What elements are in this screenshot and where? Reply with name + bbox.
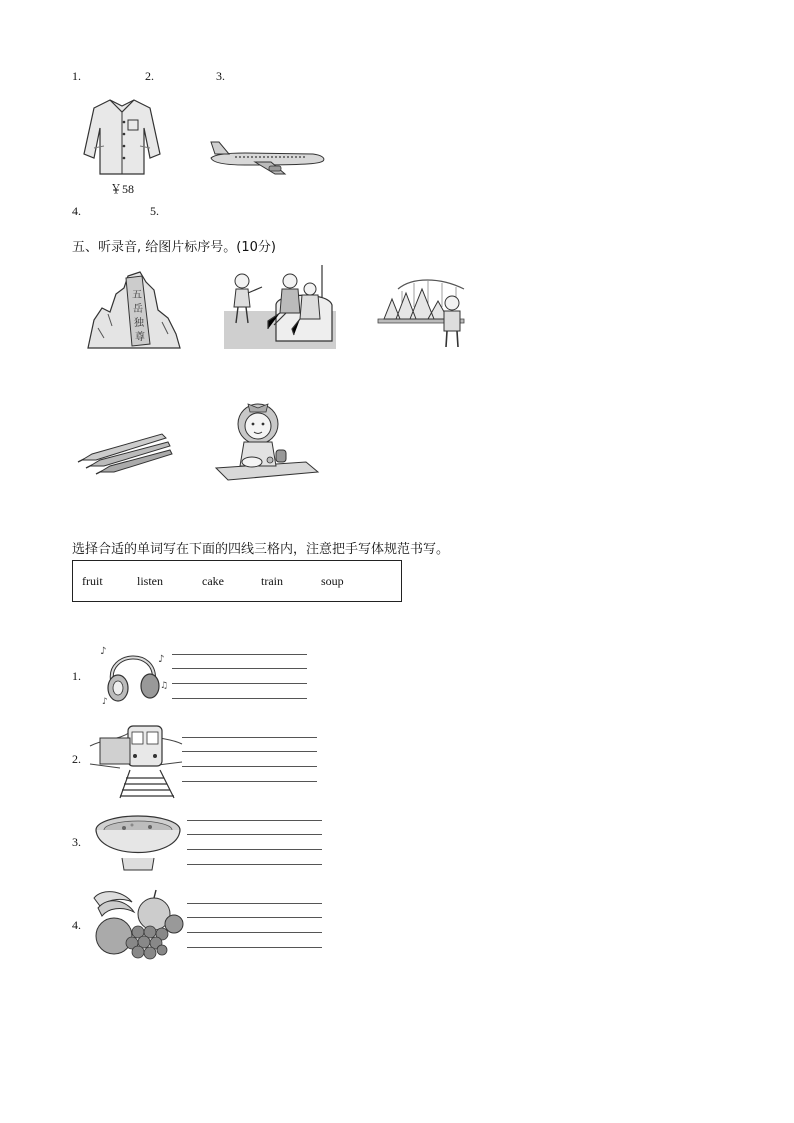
headphones-icon bbox=[100, 642, 168, 706]
word-soup: soup bbox=[321, 574, 344, 588]
svg-text:♪: ♪ bbox=[102, 697, 108, 707]
mountain-rock-icon bbox=[88, 268, 180, 350]
fruit-icon bbox=[92, 888, 184, 962]
question-number-3: 3. bbox=[216, 69, 225, 83]
sydney-opera-house-icon bbox=[378, 277, 470, 349]
shirt-price: ￥58 bbox=[110, 182, 135, 196]
family-sofa-icon bbox=[224, 265, 336, 349]
train-icon bbox=[90, 724, 182, 798]
svg-text:尊: 尊 bbox=[135, 332, 145, 343]
writing-item-number-3: 3. bbox=[72, 835, 81, 849]
svg-text:岳: 岳 bbox=[133, 304, 143, 315]
writing-item-number-2: 2. bbox=[72, 752, 81, 766]
writing-item-number-4: 4. bbox=[72, 918, 81, 932]
word-cake: cake bbox=[202, 574, 224, 588]
svg-text:♪: ♪ bbox=[100, 646, 107, 657]
shirt-icon bbox=[82, 98, 162, 176]
word-box bbox=[72, 560, 402, 602]
word-listen: listen bbox=[137, 574, 163, 588]
section-5-title: 五、听录音, 给图片标序号。(10分) bbox=[72, 240, 276, 255]
svg-text:五: 五 bbox=[132, 290, 142, 301]
writing-lines-1[interactable] bbox=[172, 654, 307, 700]
writing-lines-4[interactable] bbox=[187, 903, 322, 949]
section-6-instruction: 选择合适的单词写在下面的四线三格内，注意把手写体规范书写。 bbox=[72, 542, 450, 557]
question-number-2: 2. bbox=[145, 69, 154, 83]
writing-lines-2[interactable] bbox=[182, 737, 317, 783]
word-train: train bbox=[261, 574, 283, 588]
question-number-1: 1. bbox=[72, 69, 81, 83]
pens-icon bbox=[78, 432, 172, 472]
svg-text:♪: ♪ bbox=[158, 654, 165, 665]
question-number-4: 4. bbox=[72, 204, 81, 218]
svg-text:独: 独 bbox=[134, 318, 144, 329]
question-number-5: 5. bbox=[150, 204, 159, 218]
svg-text:♫: ♫ bbox=[160, 681, 169, 691]
airplane-icon bbox=[205, 140, 327, 176]
writing-item-number-1: 1. bbox=[72, 669, 81, 683]
girl-cooking-icon bbox=[216, 402, 318, 480]
writing-lines-3[interactable] bbox=[187, 820, 322, 866]
soup-bowl-icon bbox=[94, 812, 182, 878]
word-fruit: fruit bbox=[82, 574, 103, 588]
